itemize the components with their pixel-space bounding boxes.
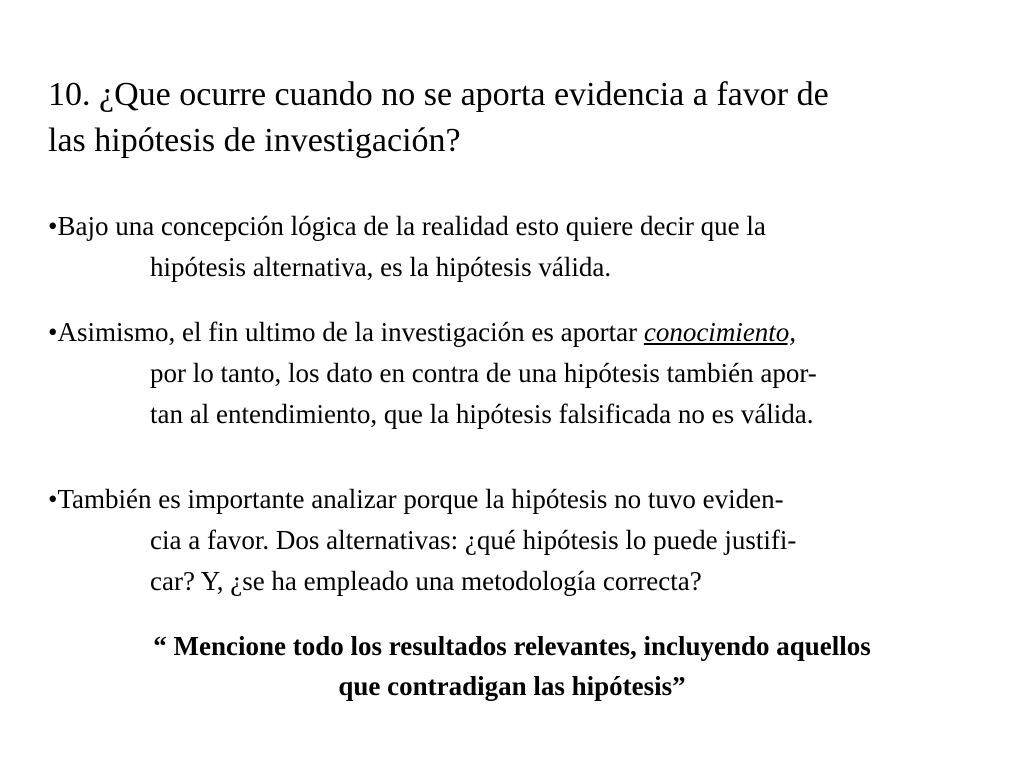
- bullet-2-line-3: tan al entendimiento, que la hipótesis falsificada no es válida.: [150, 399, 814, 429]
- bullet-3-line-3: car? Y, ¿se ha empleado una metodología correcta?: [150, 566, 702, 596]
- bullet-analysis: [48, 479, 1008, 602]
- bullet-1-line-1: •Bajo una concepción lógica de la realidad esto quiere decir que la: [48, 211, 766, 241]
- bullet-3-line-2: cia a favor. Dos alternativas: ¿qué hipótesis lo puede justifi-: [150, 525, 797, 555]
- bullet-1-line-2: hipótesis alternativa, es la hipótesis válida.: [150, 252, 612, 282]
- bullet-2-line-2: por lo tanto, los dato en contra de una hipótesis también apor-: [150, 358, 817, 388]
- bullet-3-line-1: •También es importante analizar porque la hipótesis no tuvo eviden-: [48, 484, 784, 514]
- closing-quote: [0, 626, 1024, 706]
- quote-line-1: “ Mencione todo los resultados relevantes, incluyendo aquellos: [153, 631, 871, 661]
- bullet-2-emphasis: conocimiento,: [643, 317, 797, 347]
- bullet-2-line-1: [48, 312, 1008, 353]
- bullet-knowledge: [48, 312, 1008, 435]
- title-line-2: las hipótesis de investigación?: [48, 122, 461, 159]
- bullet-2-line-1-text: •Asimismo, el fin ultimo de la investigación es aportar: [48, 317, 644, 347]
- bullet-logical-conception: [48, 206, 1008, 288]
- quote-line-2: que contradigan las hipótesis”: [338, 671, 686, 701]
- title-line-1: 10. ¿Que ocurre cuando no se aporta evidencia a favor de: [48, 76, 829, 113]
- slide-title: [48, 72, 998, 164]
